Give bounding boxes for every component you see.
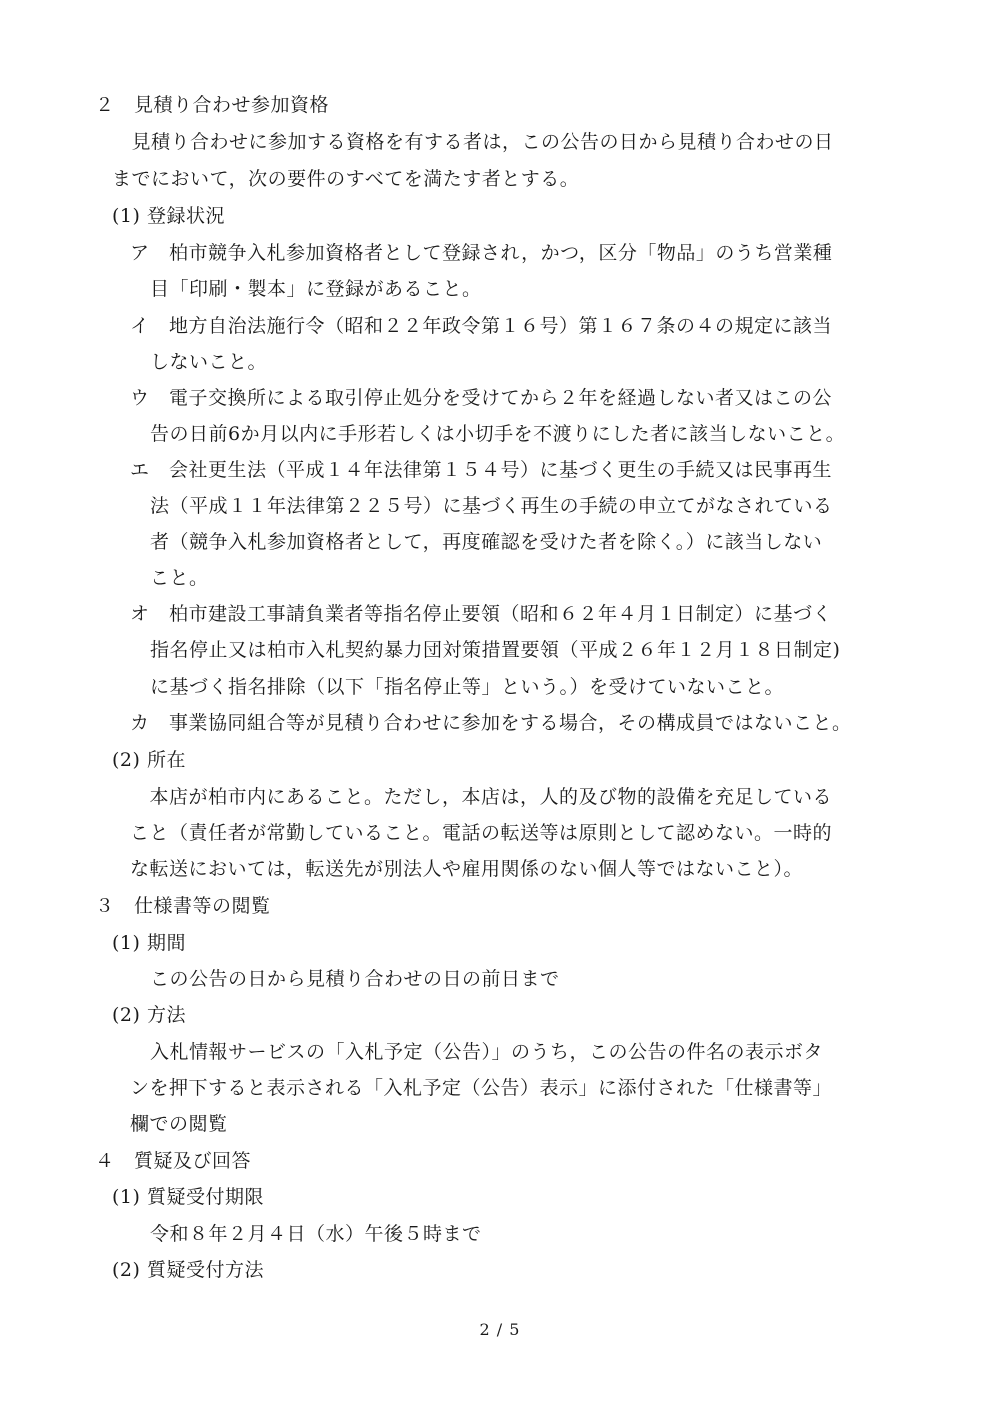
paragraph-line: までにおいて，次の要件のすべてを満たす者とする。 xyxy=(112,168,580,190)
list-item-continuation: 目「印刷・製本」に登録があること。 xyxy=(150,278,482,300)
section-heading: ３ 仕様書等の閲覧 xyxy=(95,895,271,917)
page-number: 2 / 5 xyxy=(479,1320,521,1339)
list-item-continuation: 者（競争入札参加資格者として，再度確認を受けた者を除く。）に該当しない xyxy=(150,531,823,553)
list-item-continuation: 告の日前6か月以内に手形若しくは小切手を不渡りにした者に該当しないこと。 xyxy=(150,423,846,445)
subsection-heading: (2) 所在 xyxy=(112,749,186,771)
section-heading: ４ 質疑及び回答 xyxy=(95,1150,252,1172)
list-item: イ 地方自治法施行令（昭和２２年政令第１６号）第１６７条の４の規定に該当 xyxy=(130,315,833,337)
paragraph-line: ンを押下すると表示される「入札予定（公告）表示」に添付された「仕様書等」 xyxy=(130,1077,833,1099)
subsection-heading: (2) 質疑受付方法 xyxy=(112,1259,264,1281)
list-item: オ 柏市建設工事請負業者等指名停止要領（昭和６２年４月１日制定）に基づく xyxy=(130,603,833,625)
paragraph-line: 欄での閲覧 xyxy=(130,1113,228,1135)
subsection-heading: (2) 方法 xyxy=(112,1004,186,1026)
list-item: ウ 電子交換所による取引停止処分を受けてから２年を経過しない者又はこの公 xyxy=(130,387,833,409)
paragraph-line: な転送においては，転送先が別法人や雇用関係のない個人等ではないこと）。 xyxy=(130,858,804,880)
paragraph-line: こと（責任者が常勤していること。電話の転送等は原則として認めない。一時的 xyxy=(130,822,833,844)
subsection-heading: (1) 期間 xyxy=(112,932,186,954)
list-item: エ 会社更生法（平成１４年法律第１５４号）に基づく更生の手続又は民事再生 xyxy=(130,459,833,481)
paragraph-line: 本店が柏市内にあること。ただし，本店は，人的及び物的設備を充足している xyxy=(130,786,833,808)
list-item-continuation: こと。 xyxy=(150,567,209,589)
paragraph-line: 見積り合わせに参加する資格を有する者は，この公告の日から見積り合わせの日 xyxy=(112,131,834,153)
list-item: カ 事業協同組合等が見積り合わせに参加をする場合，その構成員ではないこと。 xyxy=(130,712,852,734)
paragraph-line: 入札情報サービスの「入札予定（公告）」のうち，この公告の件名の表示ボタ xyxy=(150,1041,824,1063)
section-heading: ２ 見積り合わせ参加資格 xyxy=(95,94,330,116)
list-item-continuation: しないこと。 xyxy=(150,351,268,373)
subsection-heading: (1) 登録状況 xyxy=(112,205,225,227)
list-item: ア 柏市競争入札参加資格者として登録され，かつ，区分「物品」のうち営業種 xyxy=(130,242,833,264)
list-item-continuation: 法（平成１１年法律第２２５号）に基づく再生の手続の申立てがなされている xyxy=(150,495,833,517)
paragraph-line: 令和８年２月４日（水）午後５時まで xyxy=(150,1223,482,1245)
paragraph-line: この公告の日から見積り合わせの日の前日まで xyxy=(150,968,560,990)
list-item-continuation: に基づく指名排除（以下「指名停止等」という。）を受けていないこと。 xyxy=(150,676,785,698)
subsection-heading: (1) 質疑受付期限 xyxy=(112,1186,264,1208)
list-item-continuation: 指名停止又は柏市入札契約暴力団対策措置要領（平成２６年１２月１８日制定) xyxy=(150,639,841,661)
